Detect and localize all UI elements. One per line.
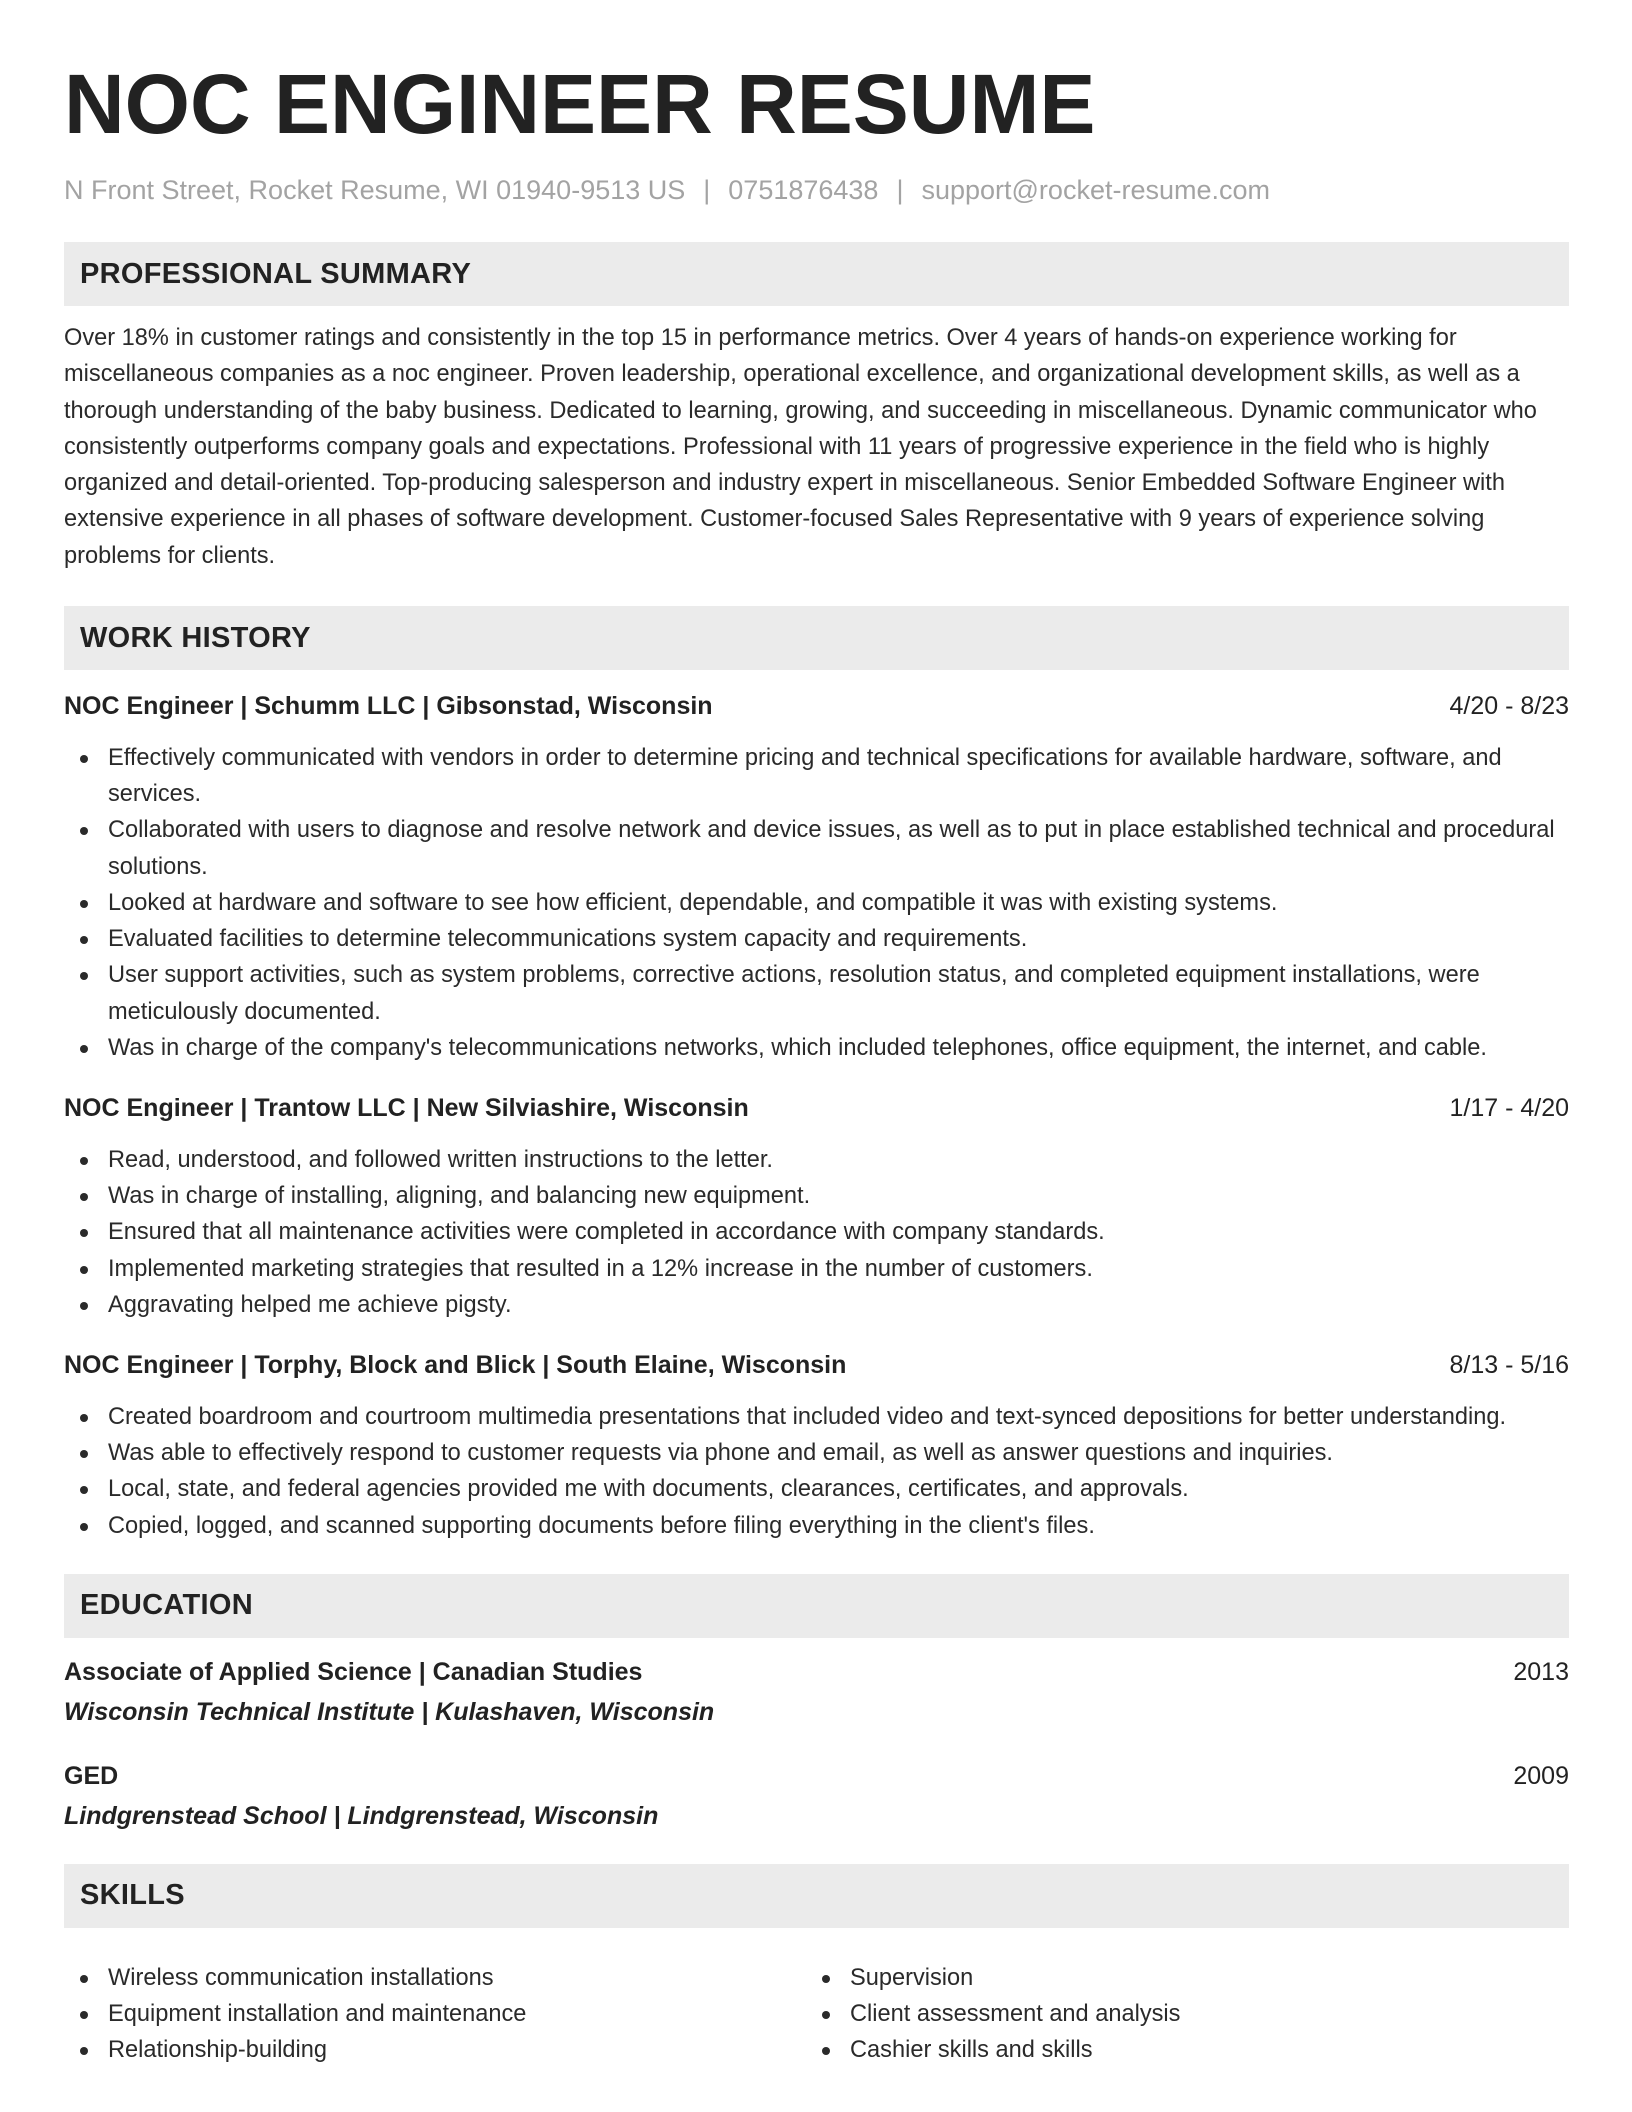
section-heading: EDUCATION — [64, 1574, 1569, 1638]
skills-section — [64, 1864, 1569, 2069]
job-header — [64, 1090, 1569, 1126]
education-section — [64, 1574, 1569, 1834]
education-degree: GED — [64, 1761, 119, 1790]
contact-email: support@rocket-resume.com — [921, 175, 1270, 205]
bullet-item: Was able to effectively respond to customer requests via phone and email, as well as answer questions and inquiries. — [64, 1435, 1569, 1471]
work-history-section — [64, 606, 1569, 1544]
section-heading: PROFESSIONAL SUMMARY — [64, 242, 1569, 306]
contact-separator: | — [896, 175, 904, 205]
skill-item: Equipment installation and maintenance — [64, 1996, 806, 2032]
job-bullets — [64, 1142, 1569, 1323]
skill-item: Cashier skills and skills — [806, 2032, 1569, 2068]
bullet-item: Local, state, and federal agencies provided me with documents, clearances, certificates, and approvals. — [64, 1471, 1569, 1507]
bullet-item: Copied, logged, and scanned supporting documents before filing everything in the client's files. — [64, 1508, 1569, 1544]
contact-phone: 0751876438 — [728, 175, 879, 205]
contact-separator: | — [703, 175, 711, 205]
job-title: NOC Engineer | Schumm LLC | Gibsonstad, Wisconsin — [64, 692, 713, 721]
bullet-item: Aggravating helped me achieve pigsty. — [64, 1287, 1569, 1323]
education-entry — [64, 1758, 1569, 1834]
skill-item: Wireless communication installations — [64, 1960, 806, 1996]
bullet-item: Evaluated facilities to determine telecommunications system capacity and requirements. — [64, 921, 1569, 957]
bullet-item: Collaborated with users to diagnose and resolve network and device issues, as well as to put in place established technical and procedural solutions. — [64, 812, 1569, 884]
skill-item: Relationship-building — [64, 2032, 806, 2068]
education-header — [64, 1758, 1569, 1794]
skill-item: Client assessment and analysis — [806, 1996, 1569, 2032]
skills-list-left — [64, 1960, 806, 2069]
bullet-item: Was in charge of installing, aligning, and balancing new equipment. — [64, 1178, 1569, 1214]
job-header — [64, 1347, 1569, 1383]
contact-line — [64, 172, 1569, 208]
job-bullets — [64, 1399, 1569, 1544]
education-header — [64, 1654, 1569, 1690]
job-entry — [64, 1347, 1569, 1544]
summary-text: Over 18% in customer ratings and consistently in the top 15 in performance metrics. Over 4 years of hands-on experience working for miscellaneous companies as a noc engineer. Proven leadership, operational excellence, and organizational development skills, as well as a thorough understanding of the baby business. Dedicated to learning, growing, and succeeding in miscellaneous. Dynamic communicator who consistently outperforms company goals and expectations. Professional with 11 years of progressive experience in the field who is highly organized and detail-oriented. Top-producing salesperson and industry expert in miscellaneous. Senior Embedded Software Engineer with extensive experience in all phases of software development. Customer-focused Sales Representative with 9 years of experience solving problems for clients. — [64, 325, 1537, 569]
education-degree: Associate of Applied Science | Canadian Studies — [64, 1657, 643, 1686]
job-header — [64, 688, 1569, 724]
education-year: 2013 — [1513, 1657, 1569, 1686]
skills-list-right — [806, 1960, 1569, 2069]
job-entry — [64, 688, 1569, 1066]
job-dates: 1/17 - 4/20 — [1449, 1093, 1569, 1122]
skills-columns — [64, 1944, 1569, 2069]
job-dates: 8/13 - 5/16 — [1449, 1350, 1569, 1379]
education-school: Wisconsin Technical Institute | Kulashaven, Wisconsin — [64, 1697, 715, 1726]
bullet-item: Effectively communicated with vendors in order to determine pricing and technical specifications for available hardware, software, and services. — [64, 740, 1569, 812]
bullet-item: Read, understood, and followed written instructions to the letter. — [64, 1142, 1569, 1178]
bullet-item: Implemented marketing strategies that resulted in a 12% increase in the number of customers. — [64, 1251, 1569, 1287]
job-title: NOC Engineer | Torphy, Block and Blick | South Elaine, Wisconsin — [64, 1350, 847, 1379]
education-school: Lindgrenstead School | Lindgrenstead, Wisconsin — [64, 1801, 659, 1830]
job-entry — [64, 1090, 1569, 1323]
section-heading: WORK HISTORY — [64, 606, 1569, 670]
job-dates: 4/20 - 8/23 — [1449, 692, 1569, 721]
bullet-item: Created boardroom and courtroom multimedia presentations that included video and text-synced depositions for better understanding. — [64, 1399, 1569, 1435]
skill-item: Supervision — [806, 1960, 1569, 1996]
bullet-item: Was in charge of the company's telecommunications networks, which included telephones, office equipment, the internet, and cable. — [64, 1030, 1569, 1066]
contact-address: N Front Street, Rocket Resume, WI 01940-9513 US — [64, 175, 686, 205]
bullet-item: User support activities, such as system problems, corrective actions, resolution status, and completed equipment installations, were meticulously documented. — [64, 957, 1569, 1029]
bullet-item: Ensured that all maintenance activities were completed in accordance with company standards. — [64, 1214, 1569, 1250]
education-year: 2009 — [1513, 1761, 1569, 1790]
resume-title: NOC ENGINEER RESUME — [64, 57, 1096, 151]
job-bullets — [64, 740, 1569, 1066]
professional-summary-section — [64, 242, 1569, 574]
section-heading: SKILLS — [64, 1864, 1569, 1928]
bullet-item: Looked at hardware and software to see how efficient, dependable, and compatible it was with existing systems. — [64, 885, 1569, 921]
education-entry — [64, 1654, 1569, 1730]
job-title: NOC Engineer | Trantow LLC | New Silviashire, Wisconsin — [64, 1093, 749, 1122]
